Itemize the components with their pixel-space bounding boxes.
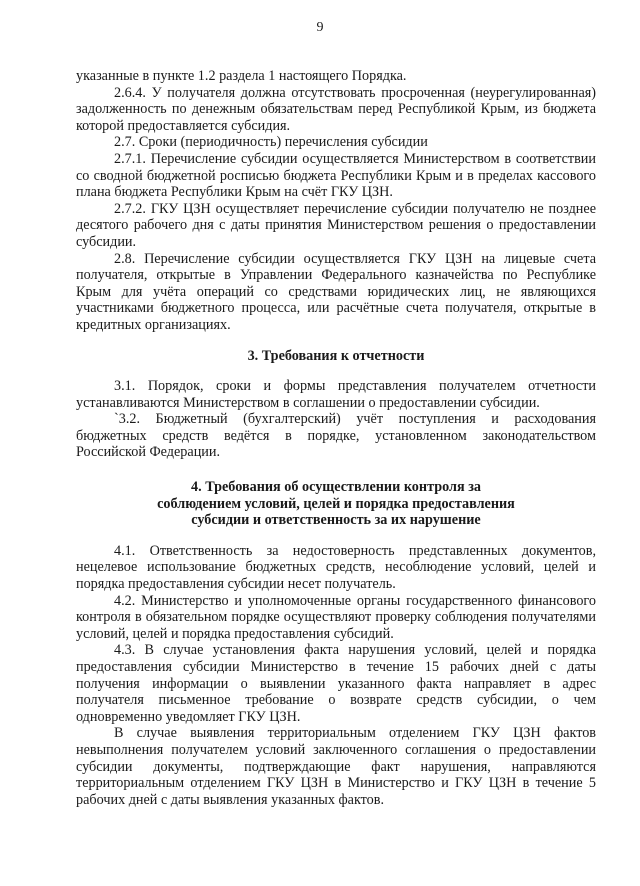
section-3-heading: 3. Требования к отчетности (247, 347, 425, 364)
section-4-heading-line-3: субсидии и ответственность за их нарушение (191, 512, 481, 529)
section-4-heading-line-2: соблюдением условий, целей и порядка предоставления (157, 495, 515, 512)
paragraph-2-7-1: 2.7.1. Перечисление субсидии осуществляется Министерством в соответствии со сводной бюджетной росписью бюджета Республики Крым и в пределах кассового плана бюджета Республики Крым на счёт ГКУ ЦЗН. (76, 150, 596, 201)
paragraph-4-3-continued: В случае выявления территориальным отделением ГКУ ЦЗН фактов невыполнения получателем условий заключенного соглашения о предоставлении субсидии документы, подтверждающие факт нарушения, направляются территориальным отделением ГКУ ЦЗН в Министерство и ГКУ ЦЗН в течение 5 рабочих дней с даты выявления указанных фактов. (76, 725, 596, 808)
paragraph-continuation: указанные в пункте 1.2 раздела 1 настоящего Порядка. (76, 68, 407, 84)
paragraph-2-6-4: 2.6.4. У получателя должна отсутствовать просроченная (неурегулированная) задолженность по денежным обязательствам перед Республикой Крым, из бюджета которой предоставляется субсидия. (76, 84, 596, 134)
paragraph-3-1: 3.1. Порядок, сроки и формы представления получателем отчетности устанавливаются Министерством в соглашении о предоставлении субсидии. (76, 378, 596, 411)
paragraph-4-3: 4.3. В случае установления факта нарушения условий, целей и порядка предоставления субсидии Министерство в течение 15 рабочих дней с даты получения информации о выявлении указанного факта направляет в адрес получателя письменное требование о возврате средств субсидии, о чем одновременно уведомляет ГКУ ЦЗН. (76, 642, 596, 725)
paragraph-3-2: `3.2. Бюджетный (бухгалтерский) учёт поступления и расходования бюджетных средств ведётся в порядке, установленном законодательством Российской Федерации. (76, 411, 596, 461)
section-4-heading-line-1: 4. Требования об осуществлении контроля за (191, 479, 481, 496)
paragraph-4-2: 4.2. Министерство и уполномоченные органы государственного финансового контроля в обязательном порядке осуществляют проверку соблюдения получателями условий, целей и порядка предоставления субсидий. (76, 592, 596, 642)
page-number: 9 (316, 20, 324, 35)
paragraph-2-7-2: 2.7.2. ГКУ ЦЗН осуществляет перечисление субсидии получателю не позднее десятого рабочего дня с даты принятия Министерством решения о предоставлении субсидии. (76, 200, 596, 250)
paragraph-4-1: 4.1. Ответственность за недостоверность представленных документов, нецелевое использование бюджетных средств, несоблюдение условий, целей и порядка предоставления субсидии несет получатель. (76, 542, 596, 593)
paragraph-2-8: 2.8. Перечисление субсидии осуществляется ГКУ ЦЗН на лицевые счета получателя, открытые в Управлении Федерального казначейства по Республике Крым для учёта операций со средствами юридических лиц, не являющихся участниками бюджетного процесса, или расчётные счета получателя, открытые в кредитных организациях. (76, 250, 596, 333)
paragraph-2-7: 2.7. Сроки (периодичность) перечисления субсидии (114, 134, 428, 151)
document-body (76, 68, 596, 808)
